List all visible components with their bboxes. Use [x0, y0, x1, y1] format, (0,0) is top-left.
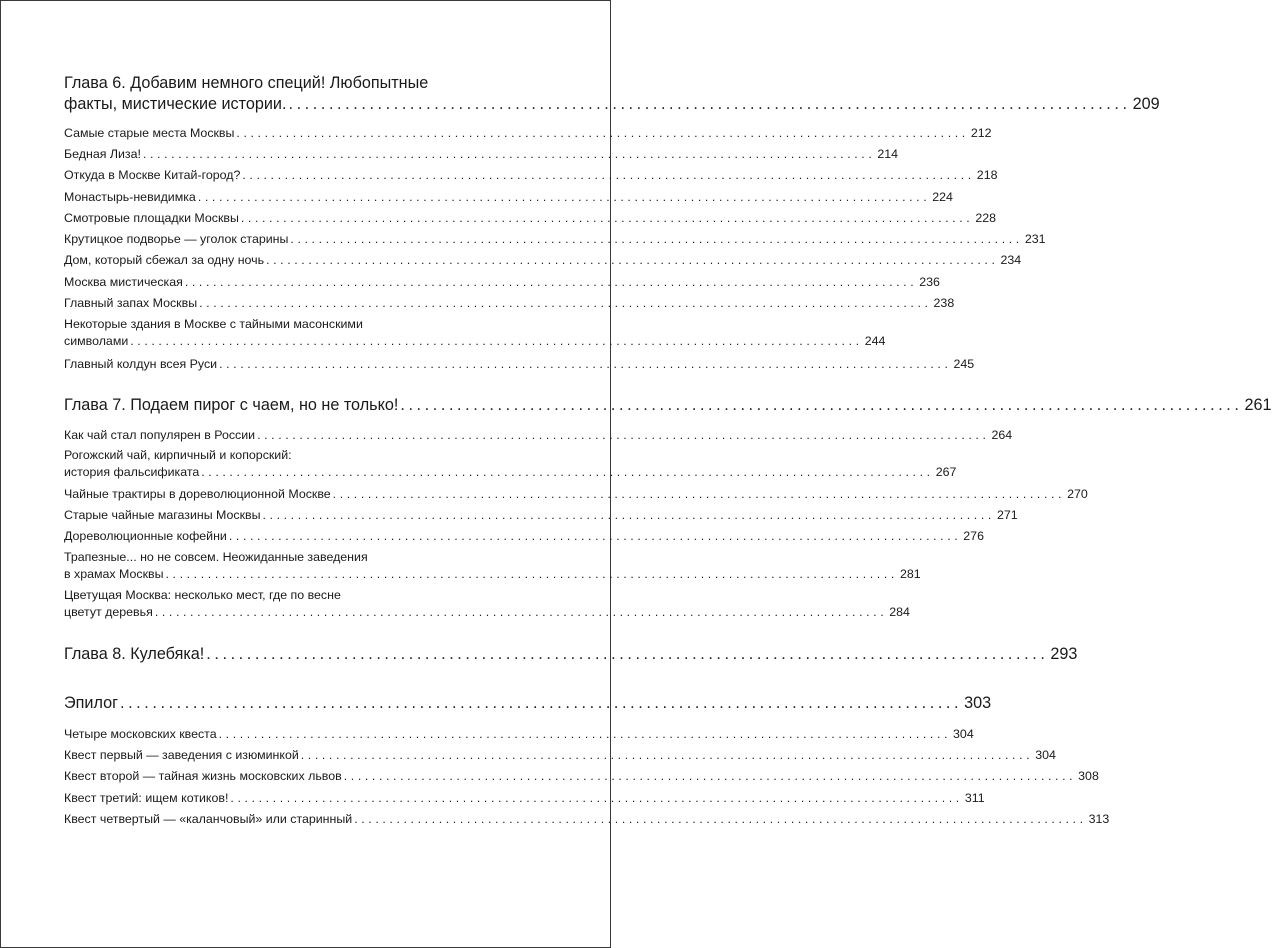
dot-leader: ........................................................................................................	[288, 95, 1131, 113]
entry-page: 218	[976, 168, 998, 182]
epilogue-heading[interactable]	[64, 693, 992, 713]
dot-leader: ........................................................................................................	[130, 334, 863, 348]
entry-title: Квест второй — тайная жизнь московских львов	[64, 769, 342, 783]
entry-title: Квест третий: ищем котиков!	[64, 791, 229, 805]
chapter-7-page: 261	[1244, 396, 1272, 414]
chapter-6-heading[interactable]	[64, 94, 1160, 114]
dot-leader: ........................................................................................................	[266, 253, 999, 267]
dot-leader: ........................................................................................................	[206, 645, 1049, 663]
chapter-8-page: 293	[1050, 645, 1078, 663]
entry-title-line1: Трапезные... но не совсем. Неожиданные заведения	[64, 550, 368, 564]
dot-leader: ........................................................................................................	[262, 508, 995, 522]
entry-page: 228	[975, 211, 996, 225]
dot-leader: ........................................................................................................	[219, 357, 952, 371]
toc-entry[interactable]	[64, 125, 992, 141]
toc-entry[interactable]	[64, 790, 985, 806]
entry-title: Монастырь-невидимка	[64, 190, 196, 204]
chapter-6-page: 209	[1132, 95, 1160, 113]
toc-entry[interactable]	[64, 566, 921, 582]
entry-page: 214	[877, 147, 899, 161]
entry-page: 311	[964, 791, 985, 805]
entry-page: 313	[1088, 812, 1110, 826]
entry-page: 224	[932, 190, 953, 204]
entry-page: 231	[1024, 232, 1046, 246]
dot-leader: ........................................................................................................	[343, 769, 1077, 783]
entry-page: 245	[953, 357, 975, 371]
dot-leader: ........................................................................................................	[300, 748, 1034, 762]
entry-page: 304	[953, 727, 974, 741]
entry-title-line1: Некоторые здания в Москве с тайными масонскими	[64, 317, 363, 331]
dot-leader: ........................................................................................................	[242, 168, 975, 182]
entry-title-line2: цветут деревья	[64, 605, 153, 619]
toc-entry[interactable]	[64, 356, 975, 372]
dot-leader: ........................................................................................................	[197, 190, 931, 204]
dot-leader: ........................................................................................................	[240, 211, 974, 225]
toc-entry[interactable]	[64, 768, 1099, 784]
dot-leader: ........................................................................................................	[400, 396, 1243, 414]
entry-title: Дореволюционные кофейни	[64, 529, 227, 543]
dot-leader: ........................................................................................................	[332, 487, 1066, 501]
entry-title: Откуда в Москве Китай-город?	[64, 168, 241, 182]
entry-title: Главный запах Москвы	[64, 296, 198, 310]
dot-leader: ........................................................................................................	[354, 812, 1087, 826]
entry-page: 267	[935, 465, 957, 479]
dot-leader: ........................................................................................................	[184, 275, 918, 289]
toc-entry[interactable]	[64, 231, 1046, 247]
entry-title: Как чай стал популярен в России	[64, 428, 256, 442]
dot-leader: ........................................................................................................	[228, 529, 962, 543]
epilogue-page: 303	[964, 694, 992, 712]
epilogue-title: Эпилог	[64, 694, 118, 712]
entry-title-line1: Цветущая Москва: несколько мест, где по весне	[64, 588, 341, 602]
dot-leader: ........................................................................................................	[119, 694, 963, 712]
entry-title-line1: Рогожский чай, кирпичный и копорский:	[64, 448, 292, 462]
toc-entry[interactable]	[64, 528, 984, 544]
entry-page: 264	[991, 428, 1013, 442]
entry-title: Москва мистическая	[64, 275, 183, 289]
entry-page: 276	[963, 529, 984, 543]
chapter-8-title: Глава 8. Кулебяка!	[64, 645, 205, 663]
toc-entry[interactable]	[64, 210, 996, 226]
entry-page: 308	[1078, 769, 1099, 783]
dot-leader: ........................................................................................................	[230, 791, 963, 805]
dot-leader: ........................................................................................................	[236, 126, 969, 140]
toc-entry[interactable]	[64, 604, 910, 620]
entry-title: Смотровые площадки Москвы	[64, 211, 239, 225]
entry-title: Чайные трактиры в дореволюционной Москве	[64, 487, 331, 501]
toc-entry[interactable]	[64, 146, 899, 162]
chapter-7-title: Глава 7. Подаем пирог с чаем, но не только!	[64, 396, 399, 414]
entry-title-line2: символами	[64, 334, 129, 348]
entry-page: 212	[970, 126, 992, 140]
toc-entry[interactable]	[64, 747, 1056, 763]
toc-entry[interactable]	[64, 726, 974, 742]
dot-leader: ........................................................................................................	[165, 567, 898, 581]
dot-leader: ........................................................................................................	[257, 428, 990, 442]
entry-page: 284	[889, 605, 910, 619]
entry-title: Главный колдун всея Руси	[64, 357, 218, 371]
entry-title: Самые старые места Москвы	[64, 126, 235, 140]
chapter-6-title-line1: Глава 6. Добавим немного специй! Любопытные	[64, 74, 429, 92]
entry-page: 271	[996, 508, 1018, 522]
entry-page: 281	[899, 567, 921, 581]
dot-leader: ........................................................................................................	[218, 727, 952, 741]
toc-entry[interactable]	[64, 464, 957, 480]
chapter-6-title-line2: факты, мистические истории.	[64, 95, 287, 113]
entry-title: Четыре московских квеста	[64, 727, 217, 741]
toc-entry[interactable]	[64, 252, 1022, 268]
toc-entry[interactable]	[64, 189, 953, 205]
toc-entry[interactable]	[64, 486, 1088, 502]
entry-title: Квест первый — заведения с изюминкой	[64, 748, 299, 762]
entry-title: Бедная Лиза!	[64, 147, 141, 161]
entry-title: Дом, который сбежал за одну ночь	[64, 253, 265, 267]
entry-title-line2: история фальсификата	[64, 465, 200, 479]
entry-title: Старые чайные магазины Москвы	[64, 508, 261, 522]
toc-entry[interactable]	[64, 295, 955, 311]
toc-entry[interactable]	[64, 167, 998, 183]
toc-entry[interactable]	[64, 811, 1110, 827]
dot-leader: ........................................................................................................	[201, 465, 934, 479]
chapter-7-heading[interactable]	[64, 395, 1272, 415]
entry-page: 234	[1000, 253, 1022, 267]
toc-entry[interactable]	[64, 333, 886, 349]
entry-page: 236	[919, 275, 940, 289]
entry-title-line2: в храмах Москвы	[64, 567, 164, 581]
entry-page: 270	[1067, 487, 1088, 501]
entry-page: 238	[933, 296, 955, 310]
dot-leader: ........................................................................................................	[199, 296, 932, 310]
toc-entry[interactable]	[64, 507, 1018, 523]
dot-leader: ........................................................................................................	[142, 147, 876, 161]
chapter-8-heading[interactable]	[64, 644, 1078, 664]
entry-page: 304	[1035, 748, 1056, 762]
toc-entry[interactable]	[64, 274, 940, 290]
toc-entry[interactable]	[64, 427, 1013, 443]
dot-leader: ........................................................................................................	[154, 605, 888, 619]
dot-leader: ........................................................................................................	[290, 232, 1023, 246]
entry-title: Крутицкое подворье — уголок старины	[64, 232, 289, 246]
entry-page: 244	[864, 334, 886, 348]
entry-title: Квест четвертый — «каланчовый» или старинный	[64, 812, 353, 826]
